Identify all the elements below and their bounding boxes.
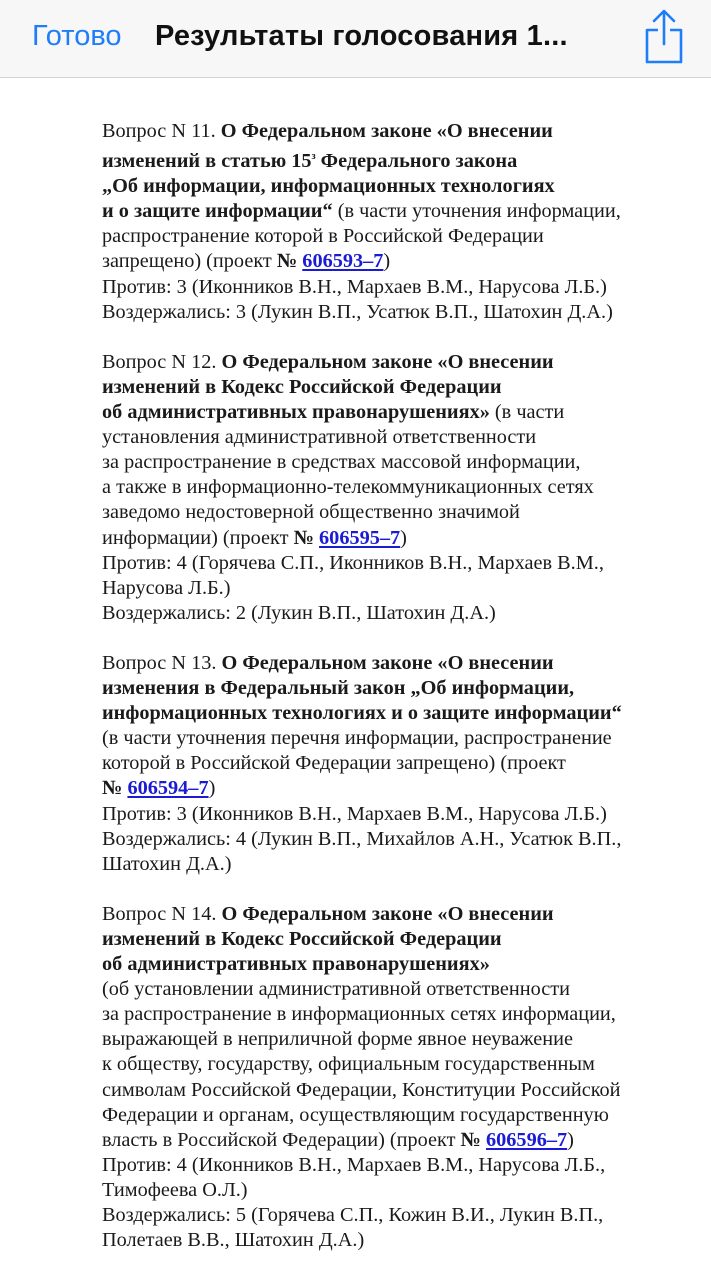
number-sign: №	[276, 250, 303, 273]
question-text: запрещено) (проект	[102, 250, 277, 273]
question-label: Вопрос N 14.	[102, 902, 222, 925]
question-text: символам Российской Федерации, Конституции Российской	[102, 1078, 621, 1101]
number-sign: №	[293, 526, 320, 549]
question-text: власть в Российской Федерации) (проект	[102, 1128, 461, 1151]
abstained-votes: Воздержались: 3 (Лукин В.П., Усатюк В.П., Шатохин Д.А.)	[102, 300, 613, 323]
question-title: об административных правонарушениях»	[102, 401, 490, 424]
question-14: Вопрос N 14. О Федеральном законе «О внесении изменений в Кодекс Российской Федерации об административных правонарушениях» (об установлении административной ответственности за распространение в информационных сетях информации, выражающей в неприличной форме явное неуважение к обществу, государству, официальным государственным символам Российской Федерации, Конституции Российской Федерации и органам, осуществляющим государственную власть в Российской Федерации) (проект № 606596–7) Против: 4 (Иконников В.Н., Мархаев В.М., Нарусова Л.Б., Тимофеева О.Л.) Воздержались: 5 (Горячева С.П., Кожин В.И., Лукин В.П., Полетаев В.В., Шатохин Д.А.)	[102, 902, 692, 1253]
abstained-votes: Воздержались: 2 (Лукин В.П., Шатохин Д.А.)	[102, 601, 496, 624]
question-12: Вопрос N 12. О Федеральном законе «О внесении изменений в Кодекс Российской Федерации об административных правонарушениях» (в части установления административной ответственности за распространение в средствах массовой информации, а также в информационно-телекоммуникационных сетях заведомо недостоверной общественно значимой информации) (проект № 606595–7) Против: 4 (Горячева С.П., Иконников В.Н., Мархаев В.М., Нарусова Л.Б.) Воздержались: 2 (Лукин В.П., Шатохин Д.А.)	[102, 350, 692, 626]
question-text: а также в информационно-телекоммуникационных сетях	[102, 476, 594, 499]
question-text: к обществу, государству, официальным государственным	[102, 1053, 595, 1076]
question-title: об административных правонарушениях»	[102, 953, 490, 976]
abstained-votes: Воздержались: 4 (Лукин В.П., Михайлов А.Н., Усатюк В.П.,	[102, 827, 622, 850]
question-text: за распространение в информационных сетях информации,	[102, 1003, 616, 1026]
question-text: распространение которой в Российской Федерации	[102, 225, 544, 248]
question-title: изменения в Федеральный закон „Об информации,	[102, 677, 575, 700]
question-13: Вопрос N 13. О Федеральном законе «О внесении изменения в Федеральный закон „Об информации, информационных технологиях и о защите информации“ (в части уточнения перечня информации, распространение которой в Российской Федерации запрещено) (проект № 606594–7) Против: 3 (Иконников В.Н., Мархаев В.М., Нарусова Л.Б.) Воздержались: 4 (Лукин В.П., Михайлов А.Н., Усатюк В.П., Шатохин Д.А.)	[102, 651, 692, 877]
against-votes: Против: 3 (Иконников В.Н., Мархаев В.М., Нарусова Л.Б.)	[102, 275, 607, 298]
against-votes: Против: 4 (Иконников В.Н., Мархаев В.М., Нарусова Л.Б.,	[102, 1153, 606, 1176]
question-text: за распространение в средствах массовой информации,	[102, 451, 581, 474]
question-label: Вопрос N 12.	[102, 350, 222, 373]
document-body	[102, 119, 692, 1278]
question-text: которой в Российской Федерации запрещено) (проект	[102, 752, 566, 775]
against-votes: Нарусова Л.Б.)	[102, 576, 231, 599]
question-title: информационных технологиях и о защите информации“	[102, 702, 622, 725]
question-title: „Об информации, информационных технологиях	[102, 175, 555, 198]
share-icon[interactable]	[640, 8, 688, 66]
against-votes: Против: 4 (Горячева С.П., Иконников В.Н., Мархаев В.М.,	[102, 551, 604, 574]
question-text: Федерации и органам, осуществляющим государственную	[102, 1103, 609, 1126]
abstained-votes: Воздержались: 5 (Горячева С.П., Кожин В.И., Лукин В.П.,	[102, 1204, 604, 1227]
project-link-606596[interactable]: 606596–7	[486, 1128, 568, 1151]
question-text: (в части	[489, 401, 565, 424]
page-title: Результаты голосования 1...	[155, 20, 568, 52]
project-link-606594[interactable]: 606594–7	[127, 777, 209, 800]
question-label: Вопрос N 13.	[102, 651, 222, 674]
question-text: выражающей в неприличной форме явное неуважение	[102, 1028, 573, 1051]
question-title: О Федеральном законе «О внесении	[221, 902, 554, 925]
navigation-bar	[0, 0, 711, 78]
question-text: (об установлении административной ответственности	[102, 978, 570, 1001]
question-title: О Федеральном законе «О внесении	[220, 120, 553, 142]
question-title: изменений в Кодекс Российской Федерации	[102, 375, 502, 398]
question-label: Вопрос N 11.	[102, 120, 221, 142]
question-title: О Федеральном законе «О внесении	[221, 651, 554, 674]
abstained-votes: Шатохин Д.А.)	[102, 852, 232, 875]
number-sign: №	[460, 1128, 486, 1151]
question-text: (в части уточнения перечня информации, распространение	[102, 727, 612, 750]
project-link-606595[interactable]: 606595–7	[319, 526, 401, 549]
done-button[interactable]: Готово	[32, 20, 122, 52]
against-votes: Тимофеева О.Л.)	[102, 1178, 248, 1201]
question-title: О Федеральном законе «О внесении	[221, 350, 554, 373]
question-title: изменений в Кодекс Российской Федерации	[102, 928, 502, 950]
number-sign: №	[102, 777, 128, 800]
against-votes: Против: 3 (Иконников В.Н., Мархаев В.М., Нарусова Л.Б.)	[102, 802, 607, 825]
question-text: (в части уточнения информации,	[332, 200, 621, 223]
superscript: з	[311, 151, 316, 163]
question-title: изменений в статью $15^з$ Федерального закона	[102, 150, 518, 173]
question-text: заведомо недостоверной общественно значимой	[102, 501, 520, 524]
abstained-votes: Полетаев В.В., Шатохин Д.А.)	[102, 1229, 365, 1252]
question-title: и о защите информации“	[102, 200, 333, 223]
question-11: Вопрос N 11. О Федеральном законе «О внесении изменений в статью $15^з$ Федерального закона „Об информации, информационных технологиях и о защите информации“ (в части уточнения информации, распространение которой в Российской Федерации запрещено) (проект № 606593–7) Против: 3 (Иконников В.Н., Мархаев В.М., Нарусова Л.Б.) Воздержались: 3 (Лукин В.П., Усатюк В.П., Шатохин Д.А.)	[102, 119, 692, 325]
question-text: установления административной ответственности	[102, 426, 537, 449]
project-link-606593[interactable]: 606593–7	[302, 250, 384, 273]
question-text: информации) (проект	[102, 526, 294, 549]
